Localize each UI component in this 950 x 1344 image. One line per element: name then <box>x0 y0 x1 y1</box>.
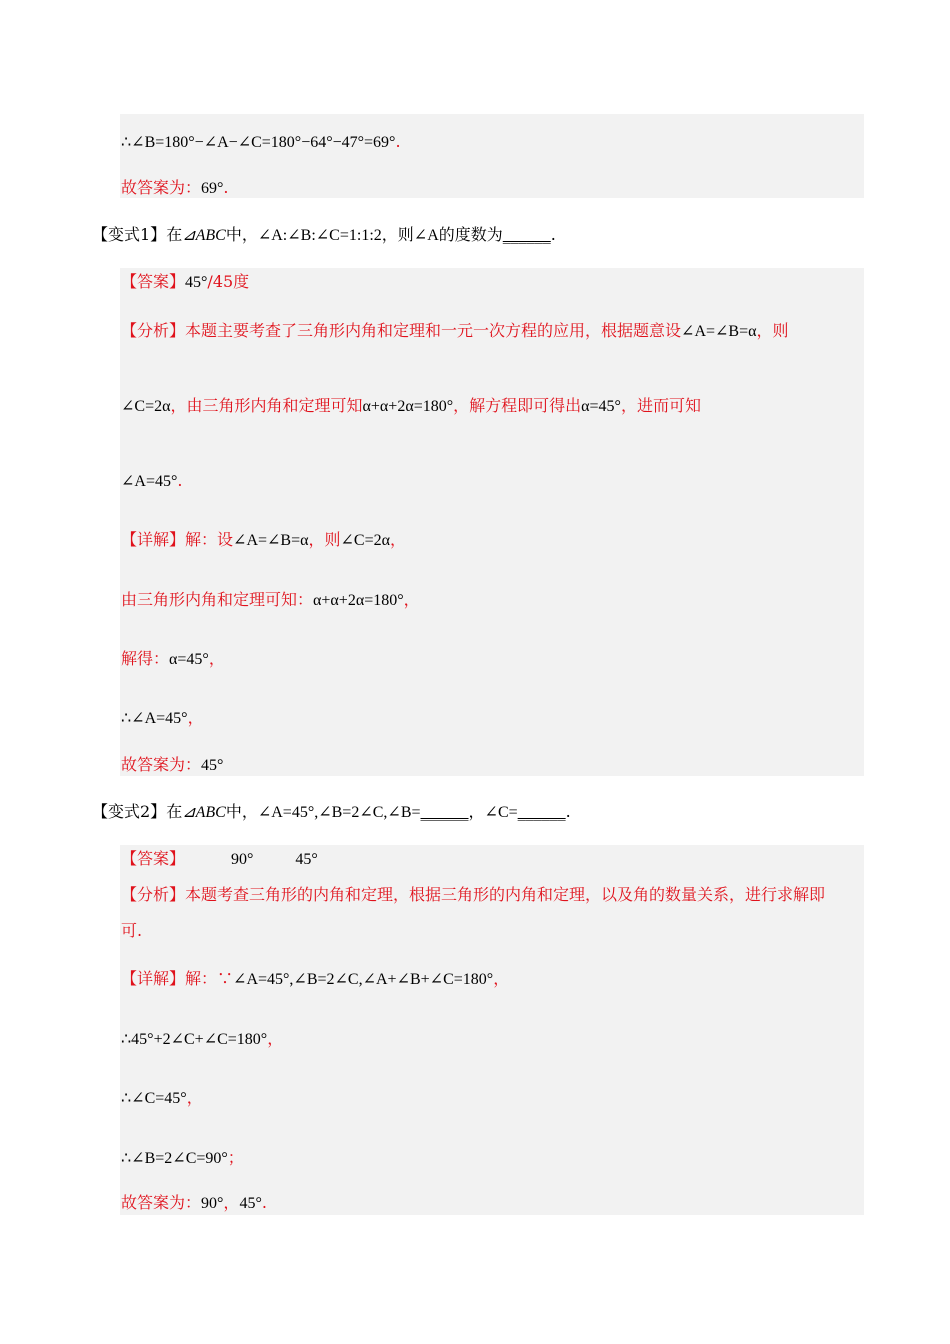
variant-2-detail-line-4: ∴∠B=2∠C=90°； <box>121 1148 244 1167</box>
prev-answer-label: 故答案为： <box>121 178 202 197</box>
answer-alt: /45度 <box>207 272 250 291</box>
answer-value-2: 45° <box>295 851 318 868</box>
variant-1-detail-line-4: ∴∠A=45°， <box>121 708 204 727</box>
prev-solution-formula: ∴∠B=180°−∠A−∠C=180°−64°−47°=69° <box>121 134 396 151</box>
prev-answer-value: 69° <box>201 180 224 197</box>
variant-2-question: 【变式2】在⊿ABC中，∠A=45°,∠B=2∠C,∠B=______，∠C=______. <box>92 802 571 821</box>
prev-solution-line-1: ∴∠B=180°−∠A−∠C=180°−64°−47°=69°. <box>121 132 401 151</box>
variant-1-detail-line-3: 解得：α=45°， <box>121 649 225 668</box>
variant-1-answer <box>121 271 249 294</box>
variant-2-detail-line-3: ∴∠C=45°， <box>121 1088 203 1107</box>
variant-2-analysis-line-2: 可. <box>121 921 143 940</box>
answer-tag: 【答案】 <box>121 272 186 291</box>
variant-1-question: 【变式1】在⊿ABC中，∠A:∠B:∠C=1:1:2，则∠A的度数为______. <box>92 225 556 244</box>
detail-tag: 【详解】 <box>121 969 186 988</box>
variant-1-solution-box <box>120 268 864 776</box>
condition: ∠A=45°,∠B=2∠C,∠B= <box>257 804 421 821</box>
answer-value: 45° <box>185 274 208 291</box>
answer-blank-2: ______ <box>517 802 566 821</box>
angle-a: ∠A <box>413 227 439 244</box>
angle-ratio: ∠A:∠B:∠C=1:1:2 <box>257 227 382 244</box>
answer-value-1: 90° <box>231 851 254 868</box>
answer-blank-1: ______ <box>420 802 469 821</box>
variant-2-detail-line-5: 故答案为：90°，45°. <box>121 1193 267 1212</box>
variant-2-answer <box>121 848 318 871</box>
variant-1-detail-line-1: 【详解】解：设∠A=∠B=α，则∠C=2α， <box>121 530 407 549</box>
variant-2-detail-line-2: ∴45°+2∠C+∠C=180°， <box>121 1029 284 1048</box>
answer-blank: ______ <box>502 225 551 244</box>
variant-1-detail-line-5: 故答案为：45° <box>121 755 224 774</box>
variant-2-analysis-line-1: 【分析】本题考查三角形的内角和定理，根据三角形的内角和定理，以及角的数量关系，进行求解即 <box>121 885 826 904</box>
variant-1-analysis-line-3: ∠A=45°. <box>121 471 183 490</box>
variant-1-analysis-line-1: 【分析】本题主要考查了三角形内角和定理和一元一次方程的应用，根据题意设∠A=∠B=α，则 <box>121 321 789 340</box>
variant-2-detail-line-1: 【详解】解：∵∠A=45°,∠B=2∠C,∠A+∠B+∠C=180°， <box>121 969 510 988</box>
analysis-tag: 【分析】 <box>121 321 186 340</box>
triangle-abc: ⊿ABC <box>182 804 226 821</box>
answer-tag: 【答案】 <box>121 849 186 868</box>
prev-answer-line: 故答案为：69°. <box>121 178 229 197</box>
previous-solution-box <box>120 114 864 198</box>
variant-1-analysis-line-2: ∠C=2α，由三角形内角和定理可知α+α+2α=180°，解方程即可得出α=45°，进而可知 <box>121 396 701 415</box>
detail-tag: 【详解】 <box>121 530 186 549</box>
variant-1-detail-line-2: 由三角形内角和定理可知：α+α+2α=180°， <box>121 590 420 609</box>
variant-1-tag: 【变式1】 <box>92 225 167 244</box>
triangle-abc: ⊿ABC <box>182 227 226 244</box>
analysis-tag: 【分析】 <box>121 885 186 904</box>
variant-2-tag: 【变式2】 <box>92 802 167 821</box>
